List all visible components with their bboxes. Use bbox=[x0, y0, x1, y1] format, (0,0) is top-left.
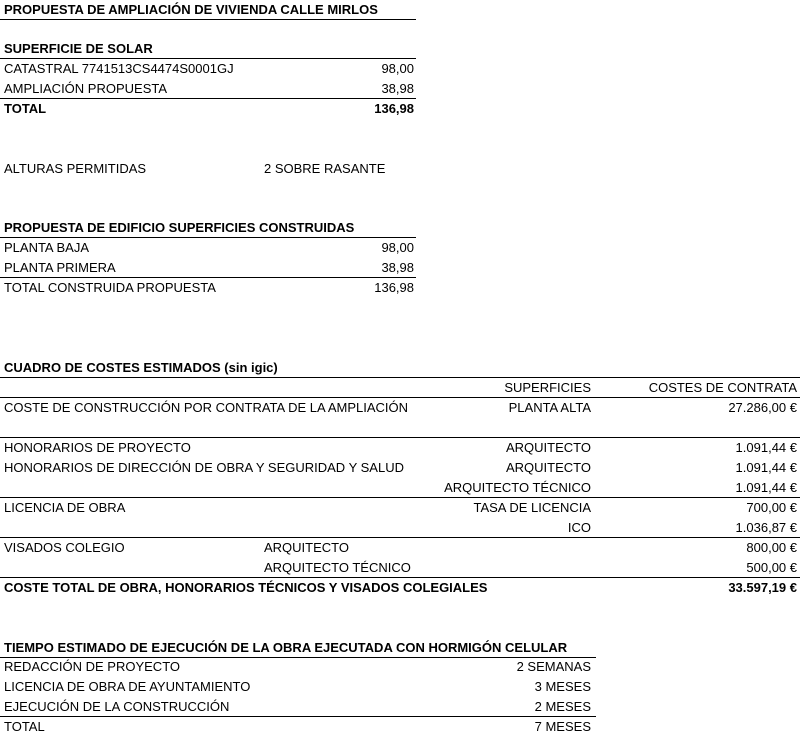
built-row-value: 38,98 bbox=[381, 260, 414, 275]
built-heading-underline bbox=[0, 237, 416, 238]
cost-row-surface: PLANTA ALTA bbox=[508, 400, 591, 415]
time-heading: TIEMPO ESTIMADO DE EJECUCIÓN DE LA OBRA EJECUTADA CON HORMIGÓN CELULAR bbox=[4, 640, 568, 655]
time-total-line bbox=[0, 716, 596, 717]
costs-heading-underline bbox=[0, 377, 800, 378]
costs-heading: CUADRO DE COSTES ESTIMADOS (sin igic) bbox=[4, 360, 278, 375]
built-total-line bbox=[0, 277, 416, 278]
costs-total-line bbox=[0, 577, 800, 578]
costs-total-value: 33.597,19 € bbox=[728, 580, 797, 595]
costs-divider bbox=[0, 537, 800, 538]
page-title: PROPUESTA DE AMPLIACIÓN DE VIVIENDA CALLE MIRLOS bbox=[4, 2, 378, 17]
built-row-value: 98,00 bbox=[381, 240, 414, 255]
cost-row-role: ARQUITECTO bbox=[264, 540, 349, 555]
cost-row-value: 1.091,44 € bbox=[735, 480, 797, 495]
cost-row-value: 1.036,87 € bbox=[735, 520, 797, 535]
time-total-value: 7 MESES bbox=[534, 719, 591, 734]
time-heading-underline bbox=[0, 657, 596, 658]
heights-value: 2 SOBRE RASANTE bbox=[264, 161, 386, 176]
time-row-value: 2 MESES bbox=[534, 699, 591, 714]
cost-row-label: LICENCIA DE OBRA bbox=[4, 500, 126, 515]
cost-row-label: HONORARIOS DE PROYECTO bbox=[4, 440, 191, 455]
built-total-label: TOTAL CONSTRUIDA PROPUESTA bbox=[4, 280, 216, 295]
costs-col-costs: COSTES DE CONTRATA bbox=[648, 380, 797, 395]
cost-row-surface: ARQUITECTO bbox=[506, 440, 591, 455]
built-heading: PROPUESTA DE EDIFICIO SUPERFICIES CONSTRUIDAS bbox=[4, 220, 355, 235]
cost-row-label: HONORARIOS DE DIRECCIÓN DE OBRA Y SEGURIDAD Y SALUD bbox=[4, 460, 404, 475]
cost-row-surface: TASA DE LICENCIA bbox=[473, 500, 591, 515]
cost-row-value: 1.091,44 € bbox=[735, 440, 797, 455]
cost-row-value: 1.091,44 € bbox=[735, 460, 797, 475]
solar-heading: SUPERFICIE DE SOLAR bbox=[4, 41, 153, 56]
cost-row-value: 800,00 € bbox=[746, 540, 797, 555]
cost-row-surface: ARQUITECTO TÉCNICO bbox=[444, 480, 591, 495]
cost-row-label: COSTE DE CONSTRUCCIÓN POR CONTRATA DE LA AMPLIACIÓN bbox=[4, 400, 409, 415]
costs-col-surfaces: SUPERFICIES bbox=[504, 380, 591, 395]
cost-row-role: ARQUITECTO TÉCNICO bbox=[264, 560, 411, 575]
time-row-label: LICENCIA DE OBRA DE AYUNTAMIENTO bbox=[4, 679, 251, 694]
time-row-label: EJECUCIÓN DE LA CONSTRUCCIÓN bbox=[4, 699, 230, 714]
solar-row-value: 98,00 bbox=[381, 61, 414, 76]
solar-row-value: 38,98 bbox=[381, 81, 414, 96]
solar-total-value: 136,98 bbox=[374, 101, 414, 116]
time-row-label: REDACCIÓN DE PROYECTO bbox=[4, 659, 181, 674]
cost-row-value: 500,00 € bbox=[746, 560, 797, 575]
heights-label: ALTURAS PERMITIDAS bbox=[4, 161, 147, 176]
cost-row-value: 700,00 € bbox=[746, 500, 797, 515]
solar-total-line bbox=[0, 98, 416, 99]
solar-heading-underline bbox=[0, 58, 416, 59]
costs-divider bbox=[0, 497, 800, 498]
costs-total-label: COSTE TOTAL DE OBRA, HONORARIOS TÉCNICOS Y VISADOS COLEGIALES bbox=[4, 580, 488, 595]
time-row-value: 3 MESES bbox=[534, 679, 591, 694]
time-row-value: 2 SEMANAS bbox=[516, 659, 591, 674]
title-underline bbox=[0, 19, 416, 20]
solar-row-label: AMPLIACIÓN PROPUESTA bbox=[4, 81, 168, 96]
built-row-label: PLANTA PRIMERA bbox=[4, 260, 116, 275]
cost-row-label: VISADOS COLEGIO bbox=[4, 540, 125, 555]
solar-row-label: CATASTRAL 7741513CS4474S0001GJ bbox=[4, 61, 234, 76]
costs-divider bbox=[0, 437, 800, 438]
cost-row-surface: ICO bbox=[567, 520, 591, 535]
cost-row-value: 27.286,00 € bbox=[728, 400, 797, 415]
built-row-label: PLANTA BAJA bbox=[4, 240, 90, 255]
cost-row-surface: ARQUITECTO bbox=[506, 460, 591, 475]
time-total-label: TOTAL bbox=[4, 719, 45, 734]
built-total-value: 136,98 bbox=[374, 280, 414, 295]
costs-header-line bbox=[0, 397, 800, 398]
solar-total-label: TOTAL bbox=[4, 101, 47, 116]
